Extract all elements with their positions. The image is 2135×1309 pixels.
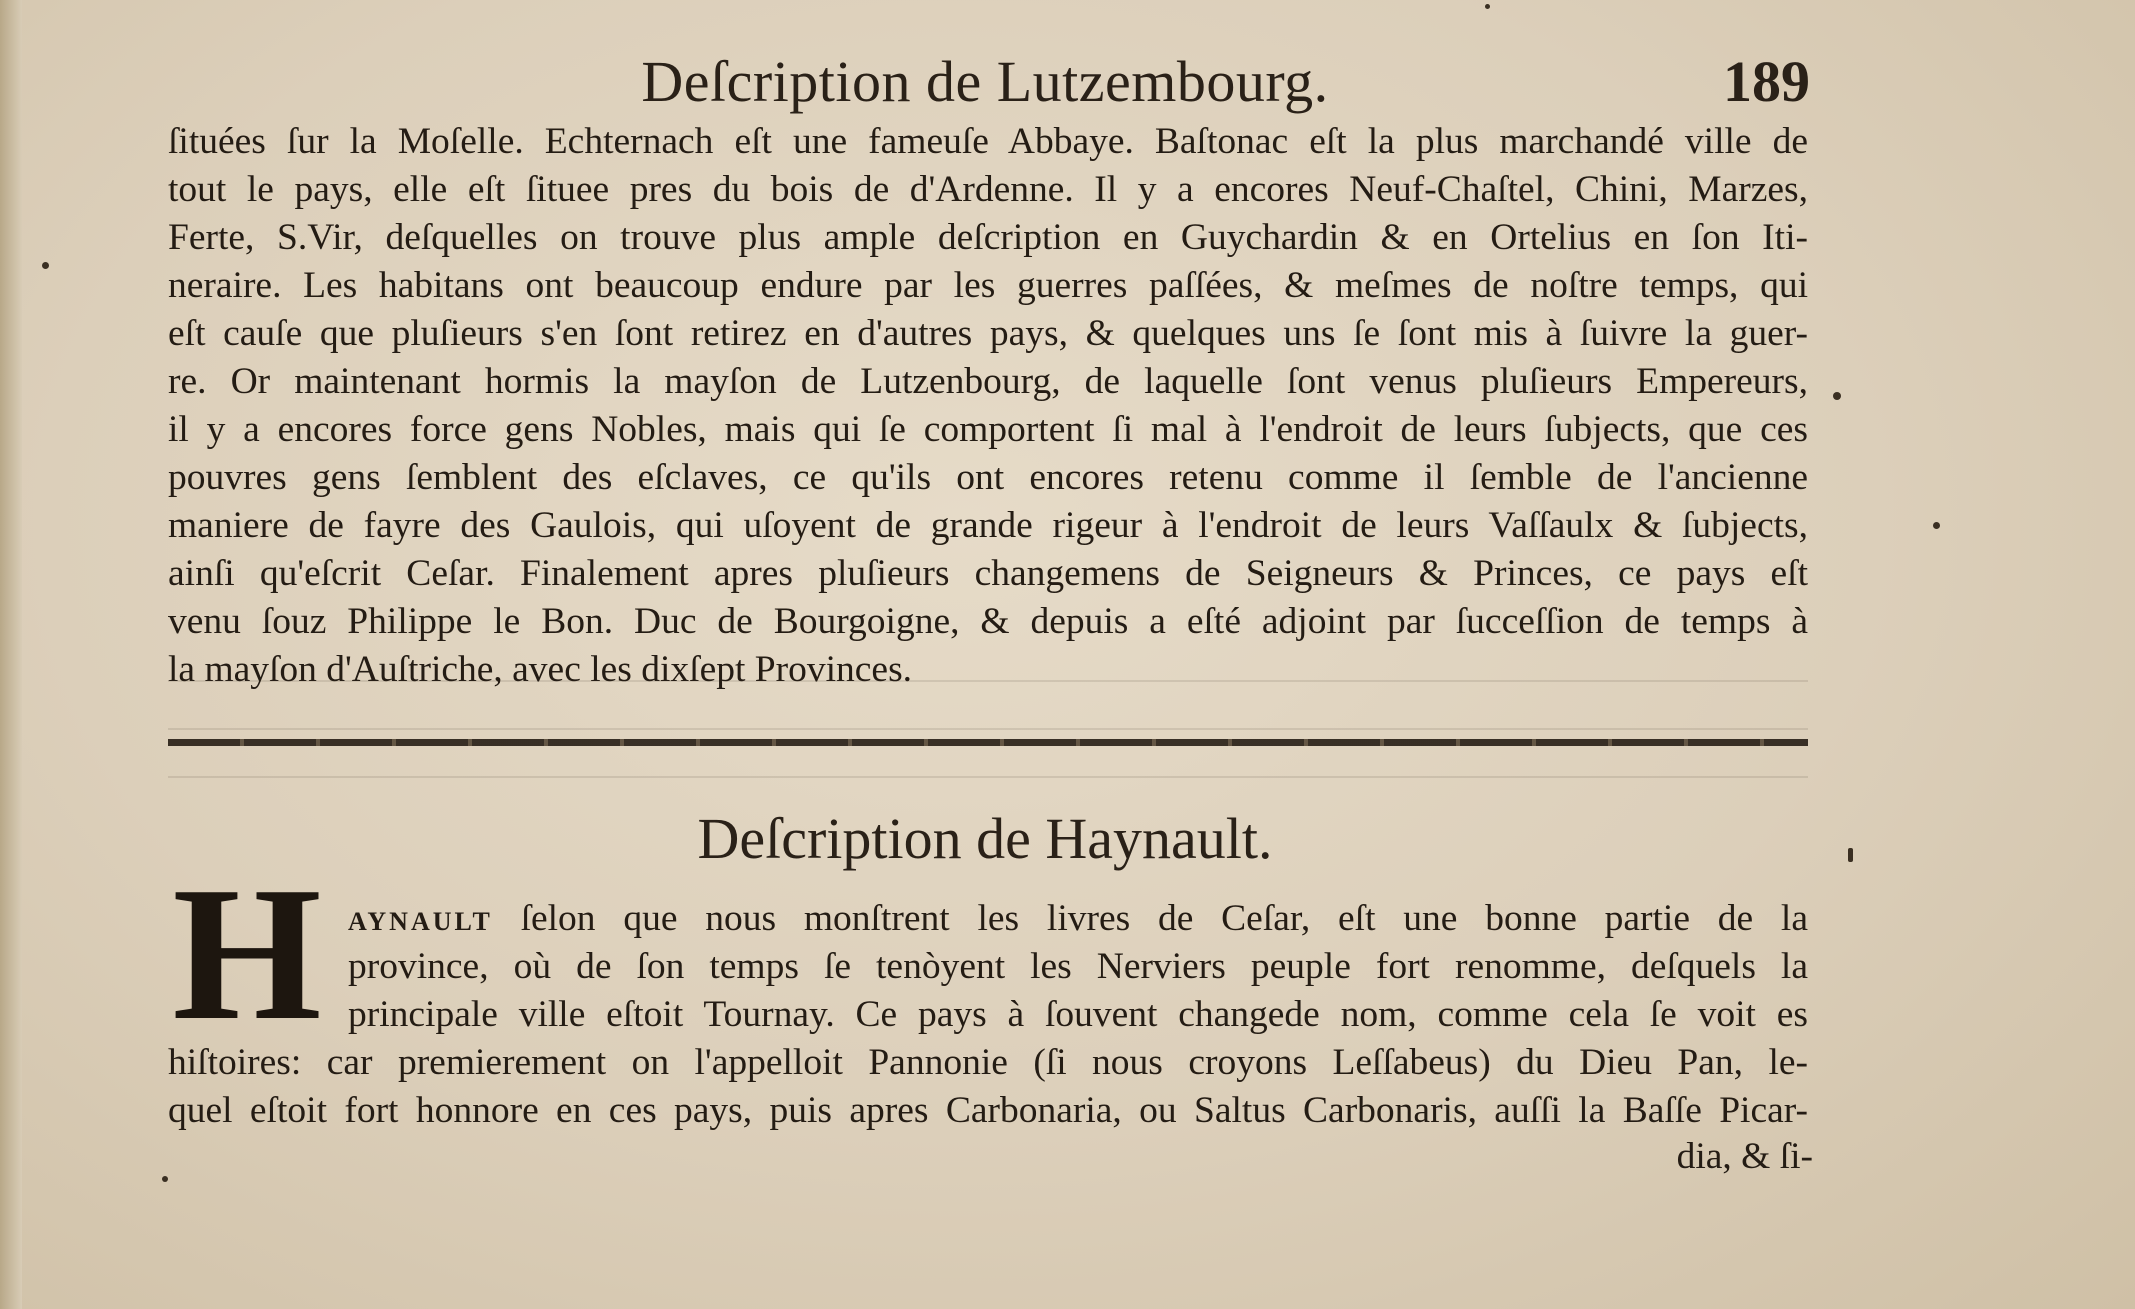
text-line: ainſi qu'eſcrit Ceſar. Finalement apres pluſieurs changemens de Seigneurs & Princes, ce pays eſt bbox=[168, 553, 1808, 594]
section-title: Deſcription de Haynault. bbox=[697, 806, 1273, 871]
text-line: principale ville eſtoit Tournay. Ce pays à ſouvent changede nom, comme cela ſe voit es bbox=[348, 994, 1808, 1035]
text-line: la mayſon d'Auſtriche, avec les dixſept Provinces. bbox=[168, 649, 913, 690]
text-line: province, où de ſon temps ſe tenòyent les Nerviers peuple fort renomme, deſquels la bbox=[348, 946, 1808, 987]
first-line-text: ſelon que nous monſtrent les livres de Ceſar, eſt une bonne partie de la bbox=[492, 898, 1808, 939]
text-line: neraire. Les habitans ont beaucoup endure par les guerres paſſées, & meſmes de noſtre temps, qui bbox=[168, 265, 1808, 306]
bleed-through-texture bbox=[168, 680, 1808, 790]
text-line: il y a encores force gens Nobles, mais qui ſe comportent ſi mal à l'endroit de leurs ſubjects, que ces bbox=[168, 409, 1808, 450]
ink-speck bbox=[1485, 4, 1490, 9]
page-number: 189 bbox=[1723, 49, 1810, 114]
catchword: dia, & ſi- bbox=[1676, 1136, 1813, 1177]
text-line: venu ſouz Philippe le Bon. Duc de Bourgoigne, & depuis a eſté adjoint par ſucceſſion de temps à bbox=[168, 601, 1808, 642]
section-divider-rule bbox=[168, 739, 1808, 746]
text-line: quel eſtoit fort honnore en ces pays, puis apres Carbonaria, ou Saltus Carbonaris, auſſi la Baſſe Picar- bbox=[168, 1090, 1808, 1131]
page-header bbox=[160, 40, 1810, 120]
text-line: ſituées ſur la Moſelle. Echternach eſt une fameuſe Abbaye. Baſtonac eſt la plus marchandé ville de bbox=[168, 121, 1808, 162]
luxembourg-text-block bbox=[168, 118, 1808, 694]
ink-speck bbox=[1833, 392, 1841, 400]
haynault-indented-block bbox=[348, 895, 1808, 1039]
page-gutter-edge bbox=[0, 0, 22, 1309]
ink-speck bbox=[162, 1176, 168, 1182]
text-line: eſt cauſe que pluſieurs s'en ſont retirez en d'autres pays, & quelques uns ſe ſont mis à ſuivre la guer- bbox=[168, 313, 1808, 354]
ink-speck bbox=[1848, 848, 1853, 862]
drop-cap: H bbox=[172, 847, 322, 1060]
haynault-full-block bbox=[168, 1039, 1808, 1135]
ink-speck bbox=[1933, 522, 1940, 529]
text-line: re. Or maintenant hormis la mayſon de Lutzenbourg, de laquelle ſont venus pluſieurs Empereurs, bbox=[168, 361, 1808, 402]
text-line: tout le pays, elle eſt ſituee pres du bois de d'Ardenne. Il y a encores Neuf-Chaſtel, Chini, Marzes, bbox=[168, 169, 1808, 210]
text-line: maniere de fayre des Gaulois, qui uſoyent de grande rigeur à l'endroit de leurs Vaſſaulx & ſubjects, bbox=[168, 505, 1808, 546]
text-line: hiſtoires: car premierement on l'appelloit Pannonie (ſi nous croyons Leſſabeus) du Dieu Pan, le- bbox=[168, 1042, 1808, 1083]
text-line: pouvres gens ſemblent des eſclaves, ce qu'ils ont encores retenu comme il ſemble de l'ancienne bbox=[168, 457, 1808, 498]
text-line-first bbox=[348, 895, 1808, 943]
running-title: Deſcription de Lutzembourg. bbox=[641, 49, 1329, 114]
ink-speck bbox=[42, 262, 49, 269]
opening-word: aynault bbox=[348, 898, 493, 939]
text-line: Ferte, S.Vir, deſquelles on trouve plus ample deſcription en Guychardin & en Ortelius en ſon Iti- bbox=[168, 217, 1808, 258]
